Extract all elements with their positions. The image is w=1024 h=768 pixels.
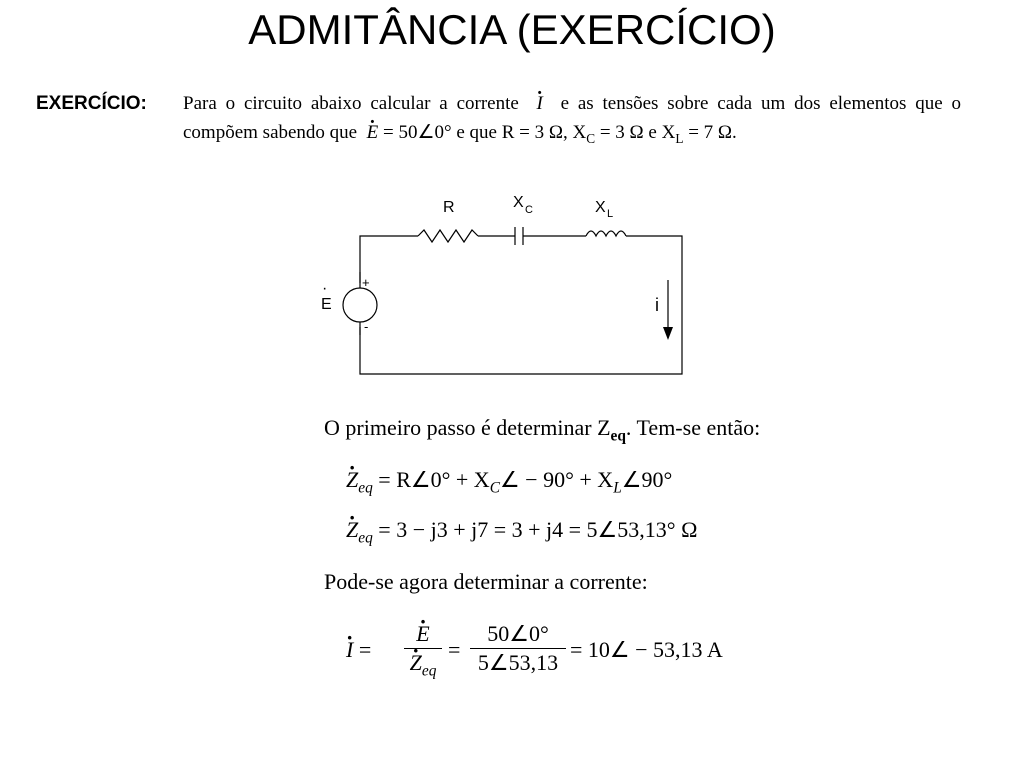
eq1-lhs-sub: eq [358, 479, 373, 497]
fraction-values [470, 620, 566, 677]
step2-text: Pode-se agora determinar a corrente: [324, 569, 648, 594]
page-title: ADMITÂNCIA (EXERCÍCIO) [248, 6, 776, 53]
eq1-sub-l: L [613, 479, 622, 497]
eq2-lhs-sub: eq [358, 529, 373, 547]
eq1-mid: ∠ − 90° + X [499, 467, 614, 492]
eq2-lhs: · Z [346, 515, 358, 545]
step1-sub: eq [610, 427, 626, 445]
eq1-lhs: · Z [346, 465, 358, 495]
frac2-num: 50∠0° [487, 621, 549, 646]
eq3-equals: = [358, 637, 372, 662]
eq1-end: ∠90° [621, 467, 673, 492]
inductor-symbol [586, 231, 626, 236]
source-symbol: · E [367, 118, 379, 147]
exercise-label: EXERCÍCIO: [36, 93, 147, 114]
step1-text [324, 413, 760, 451]
xl-subscript: L [675, 130, 684, 146]
current-arrow-head [663, 327, 673, 340]
eq1-rhs: = R∠0° + X [378, 467, 490, 492]
resistor-symbol [418, 230, 478, 242]
inductor-label-sub: L [607, 208, 614, 220]
xl-value: = 7 Ω. [688, 122, 737, 143]
statement-part: e que R = 3 Ω, X [456, 122, 587, 143]
circuit-diagram [300, 185, 700, 385]
equation-zeq-value [346, 515, 697, 553]
capacitor-label: X [513, 194, 524, 211]
statement-part: e as tensões sobre cada um dos elementos que o compõem sabendo que [183, 93, 961, 143]
plus-sign: + [362, 275, 370, 290]
fraction-e-over-z [404, 620, 442, 685]
eq3-lhs: · I [346, 635, 353, 665]
eq3-result: = 10∠ − 53,13 A [570, 637, 723, 662]
frac1-den-sub: eq [421, 662, 437, 680]
frac2-den: 5∠53,13 [470, 648, 566, 677]
step1-end: . Tem-se então: [625, 415, 761, 440]
source-label: E [321, 296, 332, 313]
xc-subscript: C [586, 130, 596, 146]
eq1-sub-c: C [489, 479, 500, 497]
source-label-dot: · [322, 280, 328, 297]
eq2-rhs: = 3 − j3 + j7 = 3 + j4 = 5∠53,13° Ω [378, 517, 698, 542]
step1-main: O primeiro passo é determinar Z [324, 415, 611, 440]
eq3-equals-2: = [448, 637, 461, 662]
source-value: = 50∠0° [382, 122, 452, 143]
capacitor-label-sub: C [525, 204, 533, 216]
resistor-label: R [443, 199, 455, 216]
exercise-statement [183, 89, 961, 153]
xc-value: = 3 Ω e X [599, 122, 676, 143]
inductor-label: X [595, 199, 606, 216]
frac1-num: · E [416, 620, 429, 648]
equation-zeq-polar [346, 465, 672, 503]
frac1-den: · Z [410, 649, 422, 677]
current-label: i [655, 295, 659, 315]
statement-part: Para o circuito abaixo calcular a corrente [183, 93, 519, 114]
eq3-lhs-group [346, 635, 371, 665]
current-symbol: · I [537, 89, 543, 118]
wire-right [360, 236, 682, 374]
voltage-source [343, 288, 377, 322]
minus-sign: - [364, 319, 369, 334]
